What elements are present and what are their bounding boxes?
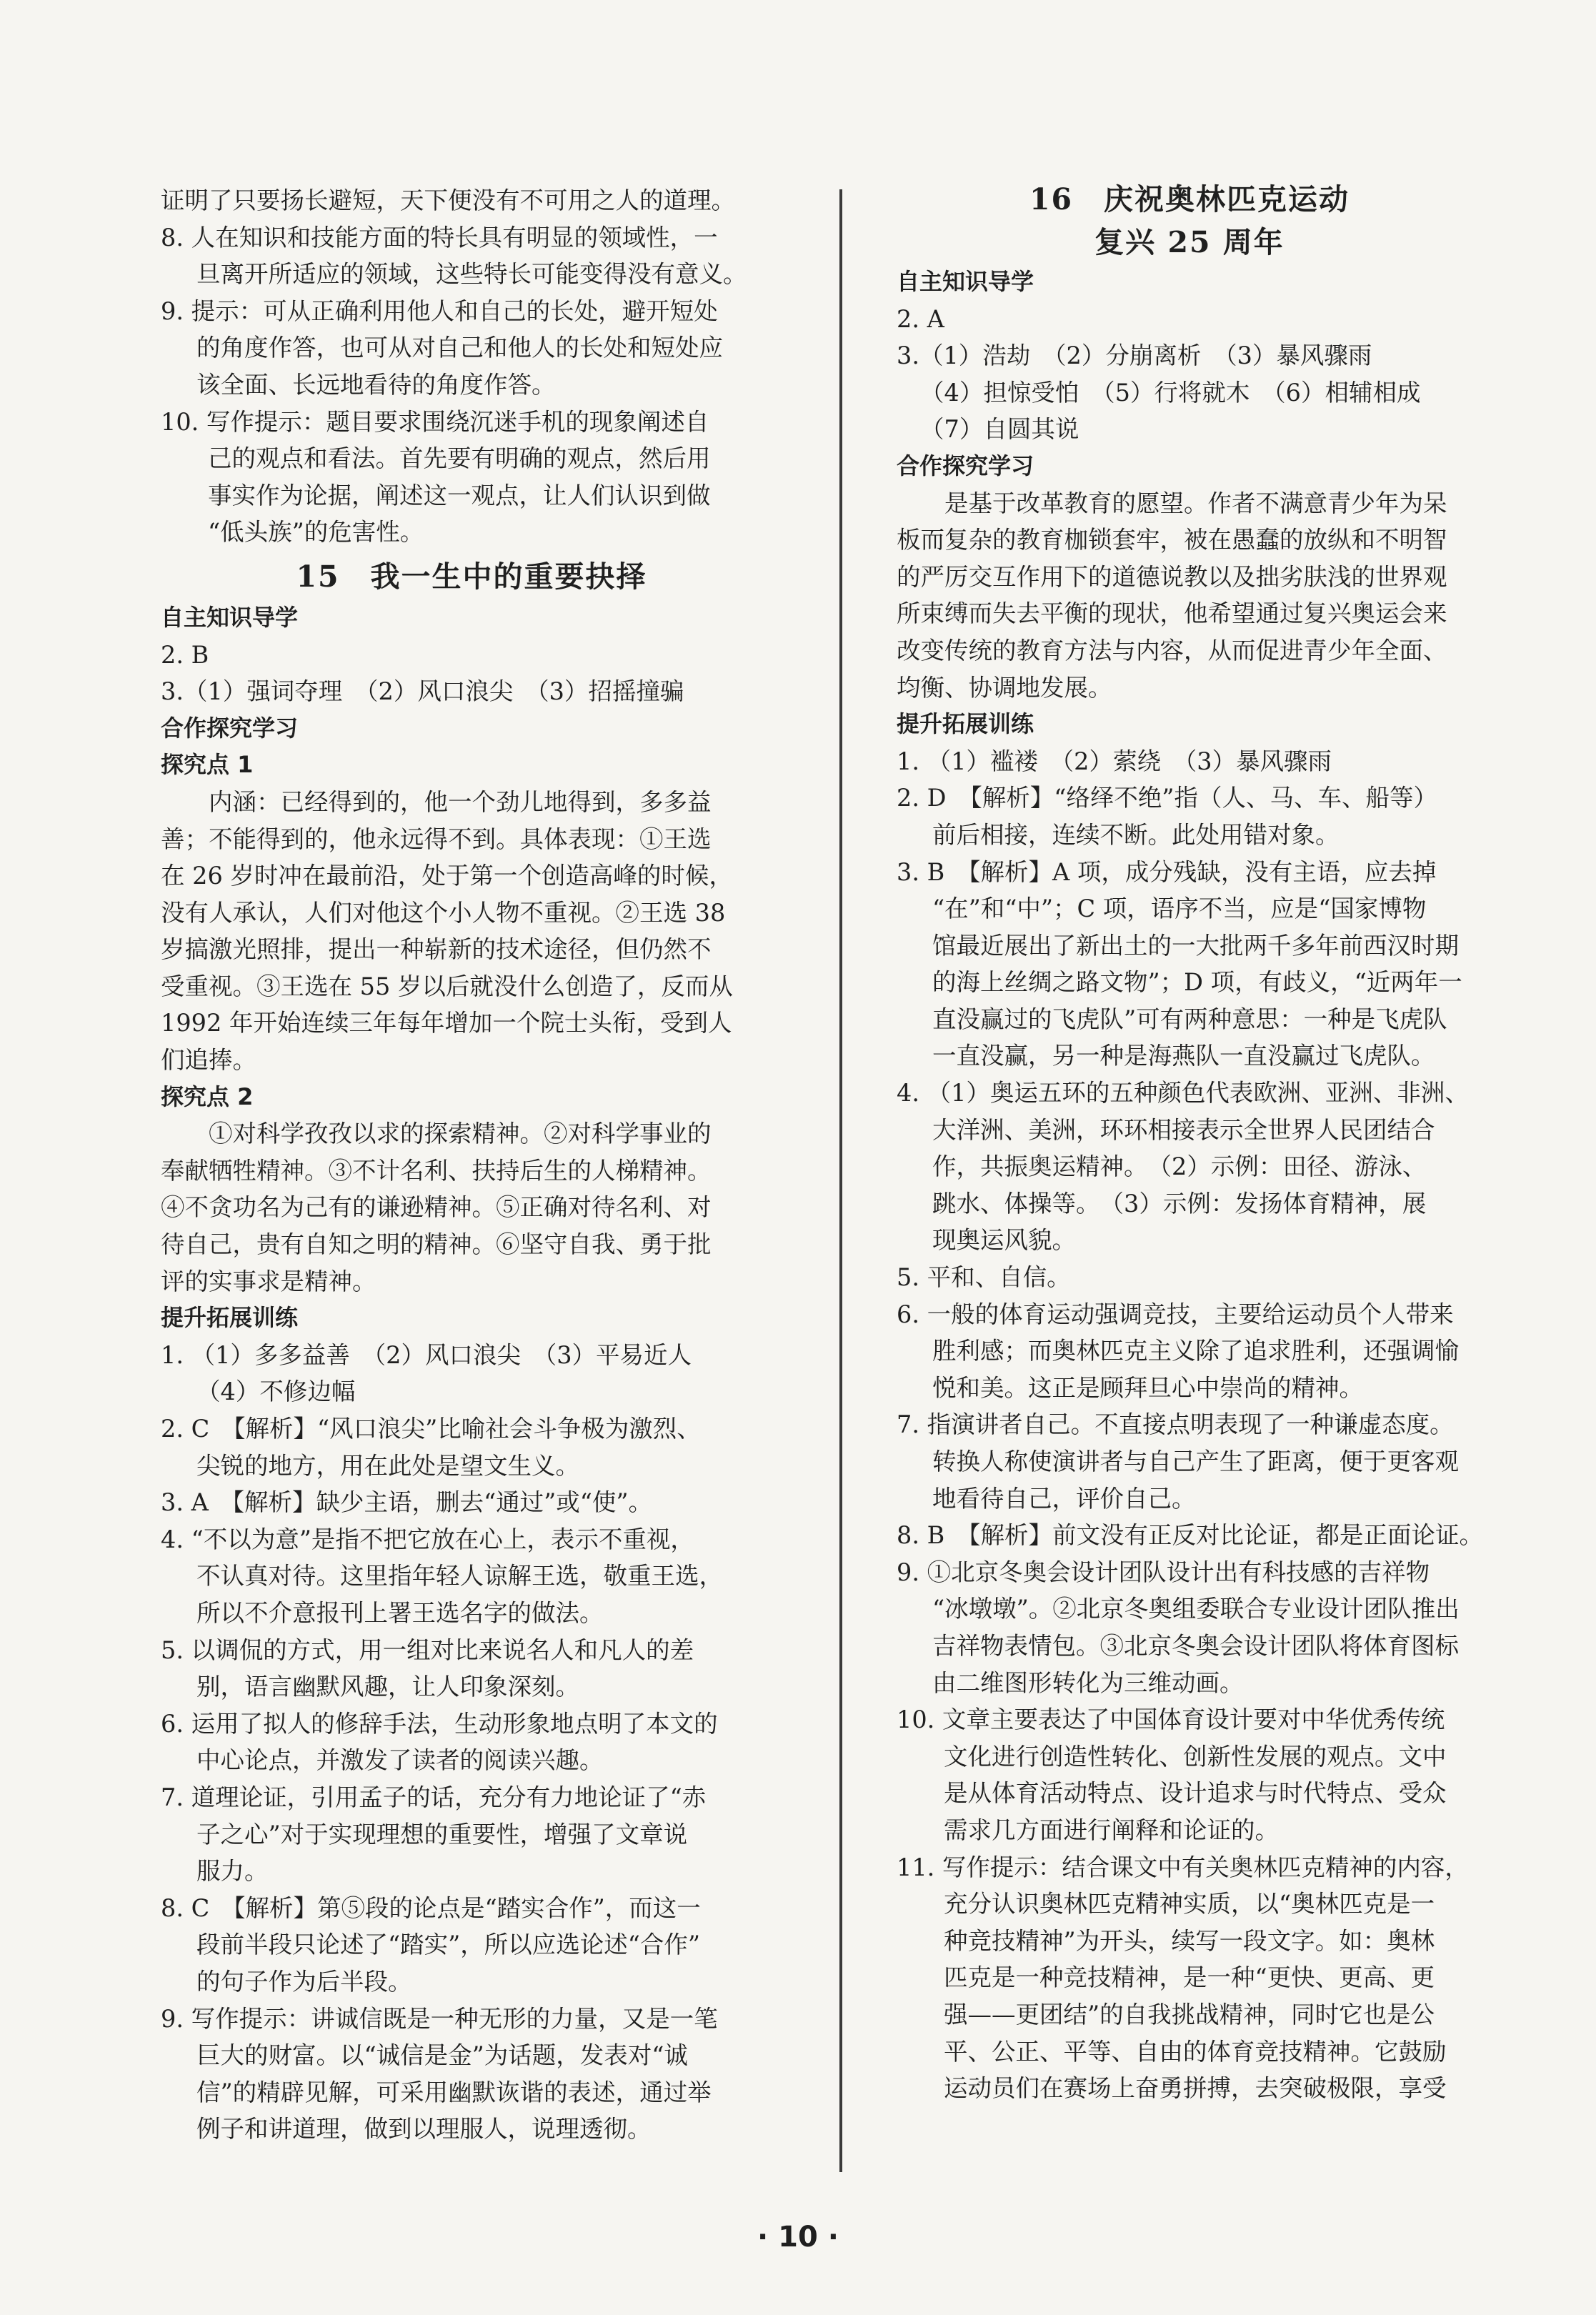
item-line: 8. C 【解析】第⑤段的论点是“踏实合作”，而这一: [161, 1893, 701, 1922]
item-line: 胜利感；而奥林匹克主义除了追求胜利，还强调愉: [932, 1337, 1459, 1365]
tanjiu-2-line: ④不贪功名为己有的谦逊精神。⑤正确对待名利、对: [161, 1193, 712, 1222]
q3-line: （4）担惊受怕 （5）行将就木 （6）相辅相成: [920, 378, 1421, 407]
tanjiu-1-line: 受重视。③王选在 55 岁以后就没什么创造了，反而从: [161, 972, 733, 1000]
item-line: 的角度作答，也可从对自己和他人的长处和短处应: [196, 334, 723, 362]
answer-item: [161, 293, 782, 404]
hezuo-line: 的严厉交互作用下的道德说教以及拙劣肤浅的世界观: [897, 562, 1447, 591]
item-line: 9. 写作提示：讲诚信既是一种无形的力量，又是一笔: [161, 2004, 718, 2033]
item-line: 一直没赢，另一种是海燕队一直没赢过飞虎队。: [932, 1042, 1435, 1070]
tanjiu-1-line: 1992 年开始连续三年每年增加一个院士头衔，受到人: [161, 1009, 732, 1037]
item-line: 1. （1）多多益善 （2）风口浪尖 （3）平易近人: [161, 1340, 692, 1369]
tanjiu-2-line: ①对科学孜孜以求的探索精神。②对科学事业的: [209, 1120, 712, 1148]
item-line: 10. 写作提示：题目要求围绕沉迷手机的现象阐述自: [161, 407, 709, 436]
section-heading-zizhu-right: 自主知识导学: [897, 268, 1034, 295]
training-item: [161, 1632, 782, 1706]
item-line: 巨大的财富。以“诚信是金”为话题，发表对“诚: [196, 2041, 688, 2070]
tanjiu-1-line: 岁搞激光照排，提出一种崭新的技术途径，但仍然不: [161, 935, 712, 964]
item-line: 6. 一般的体育运动强调竞技，主要给运动员个人带来: [897, 1300, 1454, 1328]
lesson16-title-line1: 16 庆祝奥林匹克运动: [1029, 182, 1350, 216]
lesson16-title-line2: 复兴 25 周年: [1094, 225, 1285, 259]
training-right-item: [897, 1554, 1482, 1701]
item-line: 9. ①北京冬奥会设计团队设计出有科技感的吉祥物: [897, 1558, 1430, 1586]
item-line: 9. 提示：可从正确利用他人和自己的长处，避开短处: [161, 297, 718, 325]
item-line: 尖锐的地方，用在此处是望文生义。: [196, 1451, 579, 1480]
item-line: 服力。: [196, 1857, 269, 1886]
item-line: 8. B 【解析】前文没有正反对比论证，都是正面论证。: [897, 1521, 1483, 1550]
item-line: 前后相接，连续不断。此处用错对象。: [932, 820, 1340, 849]
item-line: 事实作为论据，阐述这一观点，让人们认识到做: [208, 481, 711, 509]
item-line: 11. 写作提示：结合课文中有关奥林匹克精神的内容，: [897, 1853, 1469, 1881]
item-line: 中心论点，并激发了读者的阅读兴趣。: [196, 1746, 604, 1775]
item-line: 的海上丝绸之路文物”；D 项，有歧义，“近两年一: [932, 968, 1462, 997]
right-q3: [897, 337, 1482, 448]
item-line: 信”的精辟见解，可采用幽默诙谐的表述，通过举: [196, 2078, 712, 2106]
training-right-item: [897, 780, 1482, 853]
lesson15-title: 15 我一生中的重要抉择: [296, 559, 647, 594]
right-column: [897, 182, 1482, 2107]
training-right-item: [897, 743, 1482, 780]
tanjiu-2-line: 评的实事求是精神。: [161, 1267, 376, 1295]
left-items-b: [161, 1337, 782, 2148]
training-item: [161, 2001, 782, 2148]
training-right-item: [897, 1701, 1482, 1848]
item-line: 10. 文章主要表达了中国体育设计要对中华优秀传统: [897, 1706, 1445, 1734]
section-heading-hezuo: 合作探究学习: [161, 714, 299, 742]
item-line: 平、公正、平等、自由的体育竞技精神。它鼓励: [944, 2037, 1447, 2066]
tanjiu-1-line: 内涵：已经得到的，他一个劲儿地得到，多多益: [209, 787, 712, 816]
item-line: 2. C 【解析】“风口浪尖”比喻社会斗争极为激烈、: [161, 1415, 701, 1443]
answer-item: [161, 219, 782, 293]
q3-line: 3.（1）浩劫 （2）分崩离析 （3）暴风骤雨: [897, 342, 1372, 370]
item-line: 7. 道理论证，引用孟子的话，充分有力地论证了“赤: [161, 1783, 707, 1811]
training-item: [161, 1706, 782, 1779]
tanjiu-2-line: 待自己，贵有自知之明的精神。⑥坚守自我、勇于批: [161, 1230, 712, 1259]
section-heading-tisheng: 提升拓展训练: [161, 1304, 299, 1332]
item-line: 运动员们在赛场上奋勇拼搏，去突破极限，享受: [944, 2074, 1447, 2103]
right-items: [897, 743, 1482, 2107]
item-line: 充分认识奥林匹克精神实质，以“奥林匹克是一: [944, 1890, 1435, 1918]
item-line: 5. 平和、自信。: [897, 1263, 1071, 1292]
item-line: 6. 运用了拟人的修辞手法，生动形象地点明了本文的: [161, 1709, 718, 1738]
left-q2: 2. B: [161, 640, 209, 669]
item-line: 7. 指演讲者自己。不直接点明表现了一种谦虚态度。: [897, 1410, 1454, 1439]
training-right-item: [897, 1849, 1482, 2107]
item-line: 所以不介意报刊上署王选名字的做法。: [196, 1598, 604, 1627]
item-line: 匹克是一种竞技精神，是一种“更快、更高、更: [944, 1963, 1435, 1992]
answer-item: [161, 404, 782, 551]
training-right-item: [897, 854, 1482, 1075]
training-right-item: [897, 1517, 1482, 1554]
item-line: 种竞技精神”为开头，续写一段文字。如：奥林: [944, 1926, 1435, 1955]
column-divider: [839, 189, 842, 2172]
right-q2: 2. A: [897, 304, 944, 333]
subsection-tanjiu-2: 探究点 2: [161, 1082, 254, 1110]
item-line: 是从体育活动特点、设计追求与时代特点、受众: [944, 1779, 1447, 1808]
training-item: [161, 1890, 782, 2001]
tanjiu-1-line: 没有人承认，人们对他这个小人物不重视。②王选 38: [161, 898, 726, 927]
item-line: 现奥运风貌。: [932, 1226, 1076, 1255]
item-line: 4. （1）奥运五环的五种颜色代表欧洲、亚洲、非洲、: [897, 1079, 1469, 1107]
page-number: · 10 ·: [757, 2221, 839, 2254]
item-line: （4）不修边幅: [196, 1378, 356, 1406]
tanjiu-1-line: 们追捧。: [161, 1046, 256, 1075]
item-line: 悦和美。这正是顾拜旦心中崇尚的精神。: [932, 1373, 1363, 1402]
training-right-item: [897, 1259, 1482, 1296]
left-continuation: [161, 182, 782, 219]
left-items-a: [161, 219, 782, 551]
tanjiu-2-line: 奉献牺牲精神。③不计名利、扶持后生的人梯精神。: [161, 1156, 712, 1185]
tanjiu-1-line: 善；不能得到的，他永远得不到。具体表现：①王选: [161, 825, 712, 853]
hezuo-line: 均衡、协调地发展。: [897, 673, 1112, 702]
hezuo-line: 是基于改革教育的愿望。作者不满意青少年为呆: [944, 489, 1447, 517]
item-line: 转换人称使演讲者与自己产生了距离，便于更客观: [932, 1448, 1459, 1475]
item-line: 3. A 【解析】缺少主语，删去“通过”或“使”。: [161, 1488, 653, 1517]
training-right-item: [897, 1075, 1482, 1259]
item-line: 跳水、体操等。 （3）示例：发扬体育精神，展: [932, 1189, 1427, 1218]
q3-line: （7）自圆其说: [920, 415, 1079, 444]
hezuo-text: [897, 485, 1482, 707]
continuation-line: 证明了只要扬长避短，天下便没有不可用之人的道理。: [161, 186, 735, 214]
item-line: 需求几方面进行阐释和论证的。: [944, 1816, 1279, 1844]
tanjiu-1-line: 在 26 岁时冲在最前沿，处于第一个创造高峰的时候，: [161, 862, 733, 890]
item-line: 吉祥物表情包。③北京冬奥会设计团队将体育图标: [932, 1631, 1459, 1660]
item-line: 3. B 【解析】A 项，成分残缺，没有主语，应去掉: [897, 857, 1437, 886]
tanjiu-2-text: [161, 1115, 782, 1300]
item-line: 8. 人在知识和技能方面的特长具有明显的领域性，一: [161, 223, 718, 252]
item-line: 不认真对待。这里指年轻人谅解王选，敬重王选，: [196, 1562, 723, 1590]
subsection-tanjiu-1: 探究点 1: [161, 751, 254, 779]
item-line: 文化进行创造性转化、创新性发展的观点。文中: [944, 1742, 1447, 1771]
training-right-item: [897, 1296, 1482, 1407]
training-right-item: [897, 1406, 1482, 1517]
item-line: “冰墩墩”。②北京冬奥组委联合专业设计团队推出: [932, 1595, 1460, 1623]
hezuo-line: 板而复杂的教育枷锁套牢，被在愚蠢的放纵和不明智: [897, 526, 1447, 554]
section-heading-hezuo-right: 合作探究学习: [897, 452, 1034, 479]
item-line: 馆最近展出了新出土的一大批两千多年前西汉时期: [932, 931, 1459, 960]
hezuo-line: 改变传统的教育方法与内容，从而促进青少年全面、: [897, 636, 1447, 664]
item-line: 己的观点和看法。首先要有明确的观点，然后用: [208, 444, 711, 473]
item-line: 例子和讲道理，做到以理服人，说理透彻。: [196, 2115, 652, 2144]
item-line: “在”和“中”；C 项，语序不当，应是“国家博物: [932, 895, 1427, 923]
item-line: 地看待自己，评价自己。: [932, 1484, 1196, 1513]
item-line: 4. “不以为意”是指不把它放在心上，表示不重视，: [161, 1525, 694, 1553]
left-q3: 3.（1）强词夺理 （2）风口浪尖 （3）招摇撞骗: [161, 677, 684, 706]
item-line: 别，语言幽默风趣，让人印象深刻。: [196, 1673, 579, 1701]
item-line: 直没赢过的飞虎队”可有两种意思：一种是飞虎队: [932, 1005, 1447, 1033]
item-line: 作，共振奥运精神。 （2）示例：田径、游泳、: [932, 1152, 1427, 1181]
item-line: 旦离开所适应的领域，这些特长可能变得没有意义。: [196, 260, 747, 289]
item-line: 子之心”对于实现理想的重要性，增强了文章说: [196, 1820, 688, 1848]
item-line: 强——更团结”的自我挑战精神，同时它也是公: [944, 2000, 1435, 2028]
section-heading-tisheng-right: 提升拓展训练: [897, 710, 1034, 738]
item-line: 的句子作为后半段。: [196, 1967, 412, 1996]
section-heading-zizhu: 自主知识导学: [161, 603, 299, 631]
hezuo-line: 所束缚而失去平衡的现状，他希望通过复兴奥运会来: [897, 599, 1447, 628]
item-line: 5. 以调侃的方式，用一组对比来说名人和凡人的差: [161, 1636, 694, 1664]
item-line: 该全面、长远地看待的角度作答。: [196, 370, 556, 399]
training-item: [161, 1337, 782, 1410]
item-line: 由二维图形转化为三维动画。: [932, 1668, 1244, 1697]
training-item: [161, 1484, 782, 1521]
training-item: [161, 1521, 782, 1632]
training-item: [161, 1779, 782, 1890]
training-item: [161, 1410, 782, 1484]
item-line: 大洋洲、美洲，环环相接表示全世界人民团结合: [932, 1115, 1435, 1144]
item-line: 2. D 【解析】“络绎不绝”指（人、马、车、船等）: [897, 784, 1437, 812]
tanjiu-1-text: [161, 784, 782, 1079]
item-line: 1. （1）褴褛 （2）萦绕 （3）暴风骤雨: [897, 747, 1332, 775]
left-column: [161, 182, 782, 2148]
item-line: 段前半段只论述了“踏实”，所以应选论述“合作”: [196, 1931, 701, 1959]
item-line: “低头族”的危害性。: [208, 518, 424, 547]
